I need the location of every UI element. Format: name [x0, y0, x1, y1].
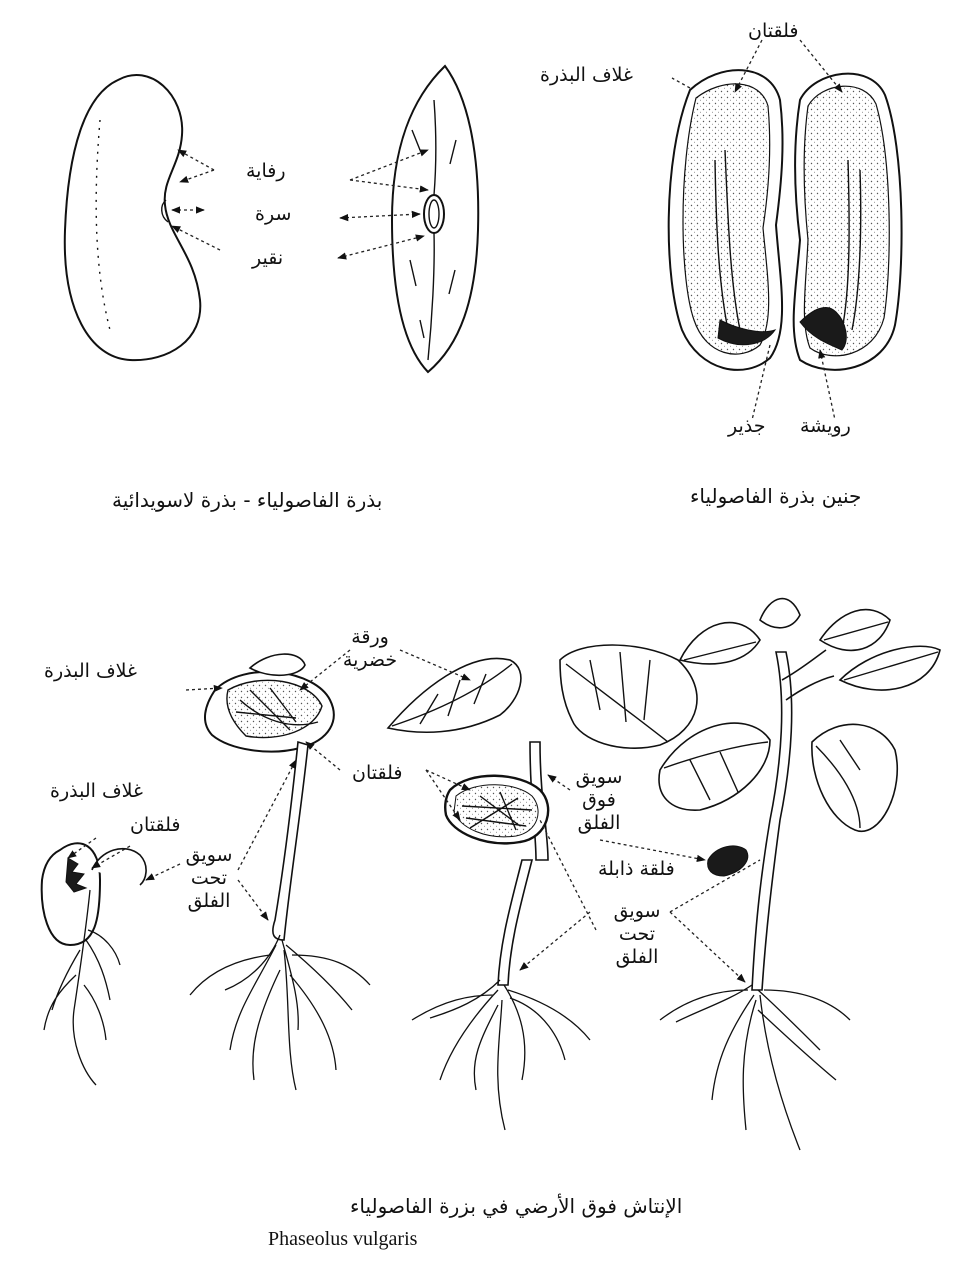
label-embryo-cotyledons: فلقتان — [748, 20, 799, 42]
germination-stage-4 — [659, 599, 940, 1150]
label-withered-cotyledon: فلقة ذابلة — [598, 858, 675, 880]
label-green-leaf: ورقة خضرية — [342, 626, 398, 671]
seed-external-pointers — [172, 150, 428, 258]
label-embryo-seed-coat: غلاف البذرة — [540, 64, 633, 86]
label-micropyle: نقير — [252, 247, 284, 269]
caption-seed-embryo: جنين بذرة الفاصولياء — [690, 484, 862, 508]
label-hilum: سرة — [255, 203, 292, 225]
label-seed-coat-stage2: غلاف البذرة — [44, 660, 137, 682]
label-plumule: رويشة — [800, 415, 851, 437]
label-seed-coat-stage1: غلاف البذرة — [50, 780, 143, 802]
bean-seed-side-view — [65, 75, 201, 360]
scientific-name: Phaseolus vulgaris — [268, 1228, 418, 1250]
caption-seed-external: بذرة الفاصولياء - بذرة لاسويدائية — [112, 488, 383, 512]
label-raphe: رفاية — [246, 160, 286, 182]
germination-stage-1 — [42, 843, 146, 1085]
label-cotyledons-stage2: فلقتان — [352, 762, 403, 784]
label-hypocotyl-2: سويق تحت الفلق — [613, 900, 661, 968]
bean-seed-edge-view — [392, 66, 478, 372]
germination-stage-3 — [388, 645, 697, 1130]
label-cotyledons-stage1: فلقتان — [130, 814, 181, 836]
bean-embryo — [669, 40, 902, 420]
label-radicle: جذير — [728, 415, 766, 437]
caption-germination: الإنتاش فوق الأرضي في بزرة الفاصولياء — [350, 1194, 683, 1218]
label-epicotyl: سويق فوق الفلق — [575, 766, 623, 834]
label-hypocotyl-1: سويق تحت الفلق — [185, 844, 233, 912]
